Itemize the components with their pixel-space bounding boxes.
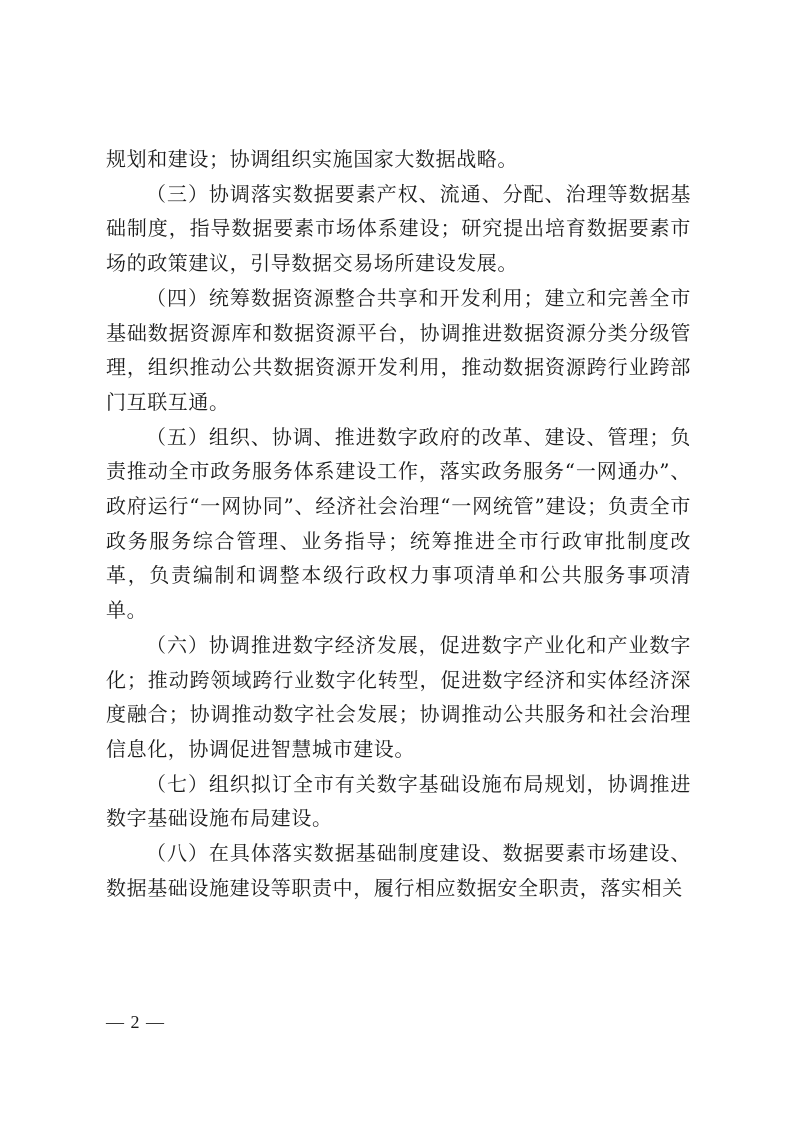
paragraph-item-8: （八）在具体落实数据基础制度建设、数据要素市场建设、数据基础设施建设等职责中，履行相应数据安全职责，落实相关 xyxy=(106,841,691,900)
paragraph-item-6: （六）协调推进数字经济发展，促进数字产业化和产业数字化；推动跨领域跨行业数字化转型，促进数字经济和实体经济深度融合；协调推动数字社会发展；协调推动公共服务和社会治理信息化，协调促进智慧城市建设。 xyxy=(106,632,691,761)
paragraph-item-5: （五）组织、协调、推进数字政府的改革、建设、管理；负责推动全市政务服务体系建设工作，落实政务服务“一网通办”、政府运行“一网协同”、经济社会治理“一网统管”建设；负责全市政务服务综合管理、业务指导；统筹推进全市行政审批制度改革，负责编制和调整本级行政权力事项清单和公共服务事项清单。 xyxy=(106,424,691,623)
paragraph-item-7: （七）组织拟订全市有关数字基础设施布局规划，协调推进数字基础设施布局建设。 xyxy=(106,771,691,831)
document-body xyxy=(106,142,691,905)
paragraph-continuation: 规划和建设；协调组织实施国家大数据战略。 xyxy=(106,147,518,171)
page-number: — 2 — xyxy=(106,1012,165,1032)
paragraph-item-3: （三）协调落实数据要素产权、流通、分配、治理等数据基础制度，指导数据要素市场体系建设；研究提出培育数据要素市场的政策建议，引导数据交易场所建设发展。 xyxy=(106,181,691,276)
paragraph-item-4: （四）统筹数据资源整合共享和开发利用；建立和完善全市基础数据资源库和数据资源平台，协调推进数据资源分类分级管理，组织推动公共数据资源开发利用，推动数据资源跨行业跨部门互联互通。 xyxy=(106,285,691,414)
